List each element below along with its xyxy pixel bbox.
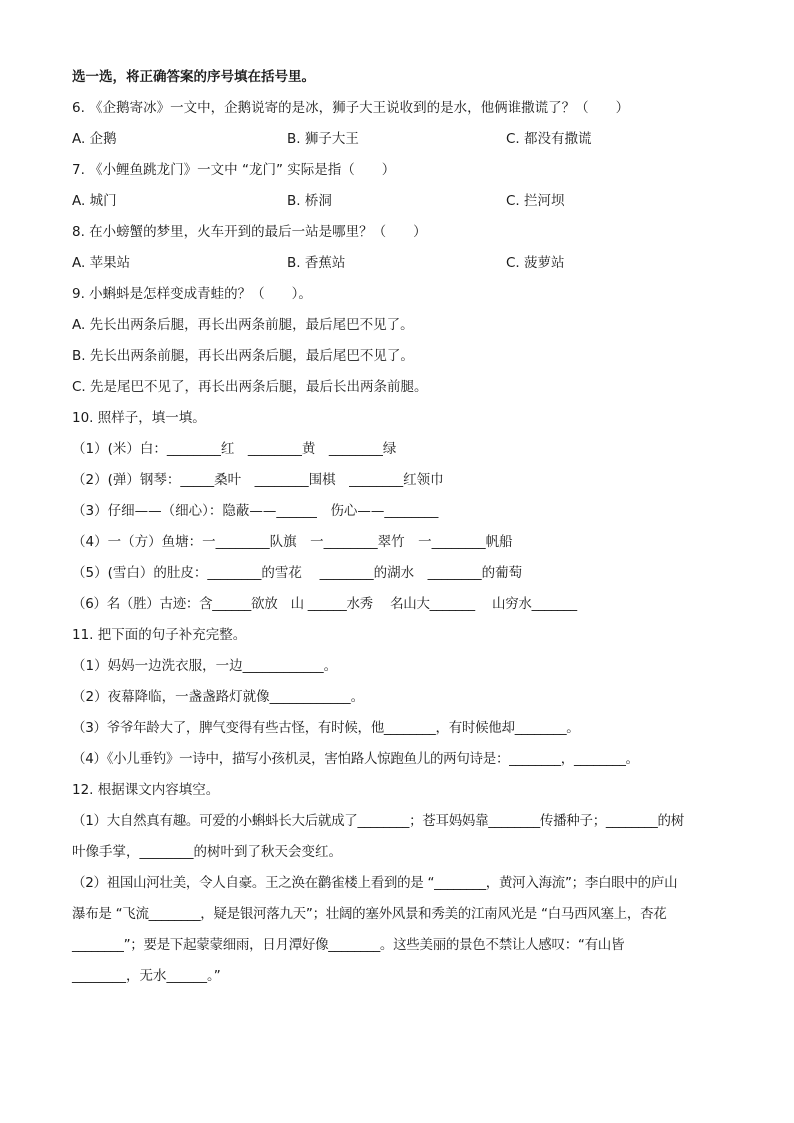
- q7-stem: 7. 《小鲤鱼跳龙门》一文中 “龙门” 实际是指（ ）: [72, 162, 396, 178]
- q7-option-a[interactable]: A. 城门: [72, 193, 117, 209]
- q11-item: （2）夜幕降临，一盏盏路灯就像____________。: [72, 689, 365, 705]
- q12-paragraph-1-line: （1）大自然真有趣。可爱的小蝌蚪长大后就成了________；苍耳妈妈靠________传播种子；________的树: [72, 813, 684, 829]
- q9-option-a[interactable]: A. 先长出两条后腿，再长出两条前腿，最后尾巴不见了。: [72, 317, 414, 333]
- q6-stem: 6. 《企鹅寄冰》一文中，企鹅说寄的是冰，狮子大王说收到的是水，他俩谁撒谎了？（ ）: [72, 100, 630, 116]
- q8-option-b[interactable]: B. 香蕉站: [287, 255, 346, 271]
- q7-option-c[interactable]: C. 拦河坝: [506, 193, 565, 209]
- q11-item: （4）《小儿垂钓》一诗中，描写小孩机灵，害怕路人惊跑鱼儿的两句诗是：________，________。: [72, 751, 639, 767]
- section-heading: 选一选，将正确答案的序号填在括号里。: [72, 69, 315, 85]
- q6-option-b[interactable]: B. 狮子大王: [287, 131, 359, 147]
- worksheet: [72, 62, 724, 992]
- q8-option-c[interactable]: C. 菠萝站: [506, 255, 565, 271]
- q9-option-c[interactable]: C. 先是尾巴不见了，再长出两条后腿，最后长出两条前腿。: [72, 379, 428, 395]
- q8-stem: 8. 在小螃蟹的梦里，火车开到的最后一站是哪里？（ ）: [72, 224, 427, 240]
- q7-option-b[interactable]: B. 桥洞: [287, 193, 332, 209]
- q6-option-a[interactable]: A. 企鹅: [72, 131, 117, 147]
- q12-paragraph-2-line: （2）祖国山河壮美，令人自豪。王之涣在鹳雀楼上看到的是 “________，黄河入海流”；李白眼中的庐山: [72, 875, 678, 891]
- q10-item: （1）(米）白：________红 ________黄 ________绿: [72, 441, 397, 457]
- q9-option-b[interactable]: B. 先长出两条前腿，再长出两条后腿，最后尾巴不见了。: [72, 348, 414, 364]
- q11-item: （3）爷爷年龄大了，脾气变得有些古怪，有时候，他________，有时候他却________。: [72, 720, 580, 736]
- q9-stem: 9. 小蝌蚪是怎样变成青蛙的？（ ）。: [72, 286, 312, 302]
- q10-item: （6）名（胜）古迹：含______欲放 山 ______水秀 名山大_______ 山穷水_______: [72, 596, 577, 612]
- q12-paragraph-2-line: 瀑布是 “飞流________，疑是银河落九天”；壮阔的塞外风景和秀美的江南风光是 “白马西风塞上，杏花: [72, 906, 667, 922]
- q12-stem: 12. 根据课文内容填空。: [72, 782, 220, 798]
- q8-option-a[interactable]: A. 苹果站: [72, 255, 131, 271]
- q10-item: （3）仔细——（细心）：隐蔽——______ 伤心——________: [72, 503, 439, 519]
- q6-options: [72, 124, 724, 155]
- q11-stem: 11. 把下面的句子补充完整。: [72, 627, 247, 643]
- q10-stem: 10. 照样子，填一填。: [72, 410, 206, 426]
- q12-paragraph-2-line: ________”；要是下起蒙蒙细雨，日月潭好像________。这些美丽的景色不禁让人感叹：“有山皆: [72, 937, 625, 953]
- q11-item: （1）妈妈一边洗衣服，一边____________。: [72, 658, 338, 674]
- q8-options: [72, 248, 724, 279]
- q12-paragraph-2-line: ________，无水______。”: [72, 968, 221, 984]
- q10-item: （5）(雪白）的肚皮：________的雪花 ________的湖水 ________的葡萄: [72, 565, 523, 581]
- q12-paragraph-1-line: 叶像手掌，________的树叶到了秋天会变红。: [72, 844, 342, 860]
- q10-item: （4）一（方）鱼塘：一________队旗 一________翠竹 一________帆船: [72, 534, 513, 550]
- q10-item: （2）(弹）钢琴：_____桑叶 ________围棋 ________红领巾: [72, 472, 444, 488]
- q6-option-c[interactable]: C. 都没有撒谎: [506, 131, 592, 147]
- q7-options: [72, 186, 724, 217]
